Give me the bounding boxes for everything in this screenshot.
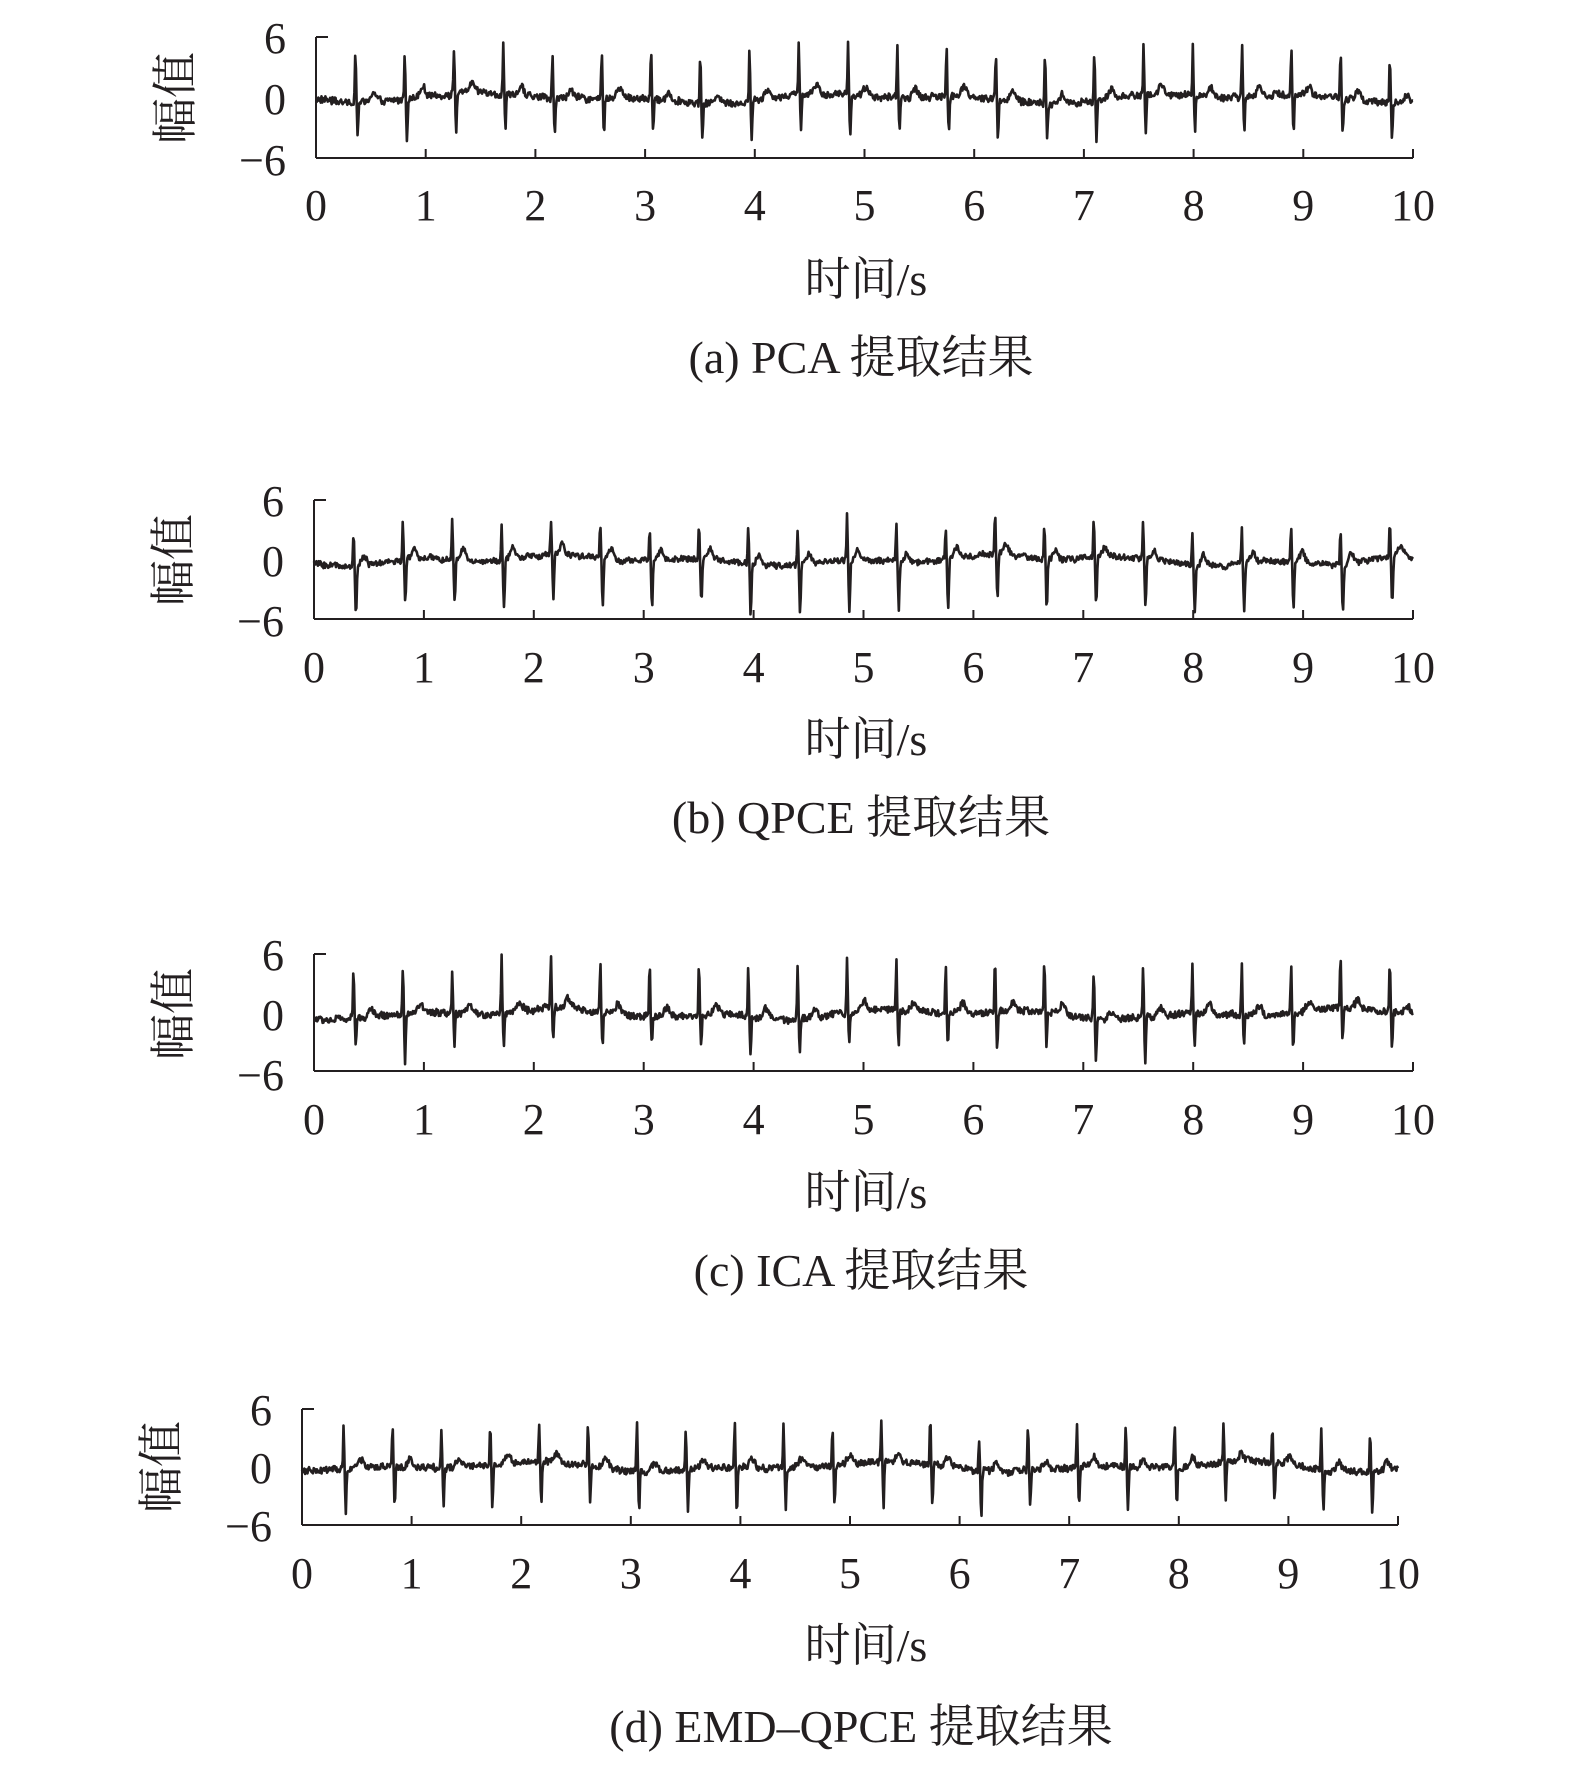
x-tick-label: 6 (963, 181, 986, 230)
y-tick-label: 0 (264, 75, 286, 124)
x-tick-label: 7 (1058, 1549, 1081, 1598)
y-tick-label: −6 (237, 597, 284, 646)
x-axis-label: 时间/s (804, 1167, 928, 1218)
x-tick-label: 9 (1292, 643, 1315, 692)
x-tick-label: 0 (305, 181, 327, 230)
x-tick-label: 4 (729, 1549, 752, 1598)
x-tick-label: 1 (412, 1095, 435, 1144)
y-axis-label: 幅值 (136, 1421, 187, 1513)
y-tick-label: −6 (239, 136, 286, 185)
signal-line (316, 42, 1413, 142)
y-tick-label: 0 (262, 991, 284, 1040)
x-tick-label: 7 (1072, 1095, 1095, 1144)
x-tick-label: 2 (522, 643, 545, 692)
x-tick-label: 1 (414, 181, 437, 230)
x-tick-label: 7 (1072, 643, 1095, 692)
x-tick-label: 8 (1182, 643, 1205, 692)
panel-caption: (b) QPCE 提取结果 (671, 792, 1051, 843)
y-tick-label: −6 (225, 1502, 272, 1551)
y-axis-label: 幅值 (150, 52, 201, 144)
x-tick-label: 7 (1072, 181, 1095, 230)
x-tick-label: 6 (962, 1095, 985, 1144)
x-tick-label: 6 (962, 643, 985, 692)
y-axis-label: 幅值 (148, 968, 199, 1060)
x-tick-label: 9 (1277, 1549, 1300, 1598)
x-tick-label: 4 (742, 1095, 765, 1144)
x-tick-label: 9 (1292, 1095, 1315, 1144)
x-tick-label: 10 (1376, 1549, 1420, 1598)
x-tick-label: 3 (634, 181, 657, 230)
x-tick-label: 1 (412, 643, 435, 692)
x-tick-label: 2 (522, 1095, 545, 1144)
x-tick-label: 0 (303, 643, 325, 692)
x-tick-label: 10 (1391, 643, 1435, 692)
x-tick-label: 8 (1182, 181, 1205, 230)
panel-b (148, 477, 1435, 843)
x-tick-label: 3 (619, 1549, 642, 1598)
y-tick-label: −6 (237, 1051, 284, 1100)
x-tick-label: 5 (853, 181, 876, 230)
x-tick-label: 5 (852, 1095, 875, 1144)
x-tick-label: 0 (303, 1095, 325, 1144)
panel-d (136, 1386, 1420, 1752)
x-tick-label: 2 (524, 181, 547, 230)
x-tick-label: 0 (291, 1549, 313, 1598)
panel-caption: (d) EMD–QPCE 提取结果 (609, 1701, 1113, 1752)
signal-line (314, 955, 1413, 1065)
panel-caption: (a) PCA 提取结果 (688, 332, 1034, 383)
y-axis-label: 幅值 (148, 514, 199, 606)
signal-line (314, 513, 1413, 614)
x-tick-label: 10 (1391, 1095, 1435, 1144)
x-tick-label: 9 (1292, 181, 1315, 230)
y-tick-label: 0 (262, 537, 284, 586)
x-tick-label: 3 (632, 643, 655, 692)
x-axis-label: 时间/s (804, 1620, 928, 1671)
y-tick-label: 6 (262, 477, 284, 526)
panel-c (148, 931, 1435, 1296)
x-tick-label: 1 (400, 1549, 423, 1598)
panel-caption: (c) ICA 提取结果 (693, 1245, 1029, 1296)
y-tick-label: 6 (262, 931, 284, 980)
x-tick-label: 4 (742, 643, 765, 692)
x-tick-label: 4 (743, 181, 766, 230)
x-axis-label: 时间/s (804, 254, 928, 305)
x-tick-label: 5 (852, 643, 875, 692)
y-tick-label: 0 (250, 1444, 272, 1493)
x-tick-label: 10 (1391, 181, 1435, 230)
x-axis-label: 时间/s (804, 714, 928, 765)
x-tick-label: 5 (839, 1549, 861, 1598)
y-tick-label: 6 (264, 14, 286, 63)
x-tick-label: 2 (510, 1549, 533, 1598)
x-tick-label: 6 (948, 1549, 971, 1598)
x-tick-label: 8 (1167, 1549, 1190, 1598)
signal-line (302, 1421, 1398, 1516)
y-tick-label: 6 (250, 1386, 272, 1435)
panel-a (150, 14, 1435, 383)
x-tick-label: 8 (1182, 1095, 1205, 1144)
x-tick-label: 3 (632, 1095, 655, 1144)
